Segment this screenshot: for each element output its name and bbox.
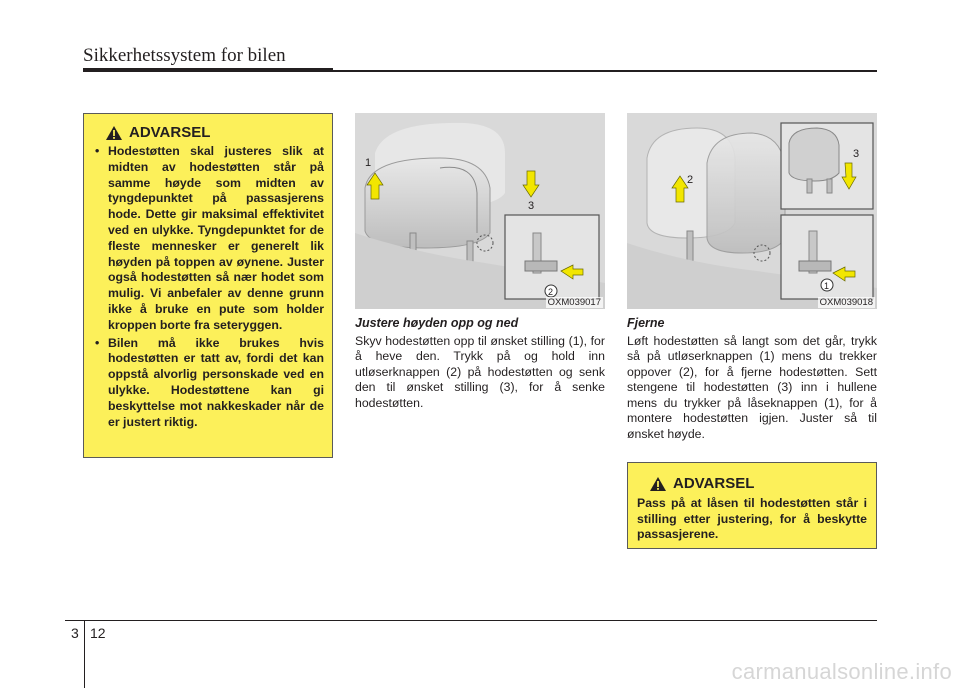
section-body: Skyv hodestøtten opp til ønsket stilling (1), for å heve den. Trykk på og hold inn utløserknappen (2) på hodestøtten og senk den til ønsket stilling (3), for å senke hodestøtten.	[355, 333, 605, 410]
warning-list	[93, 144, 324, 430]
callout-3: 3	[528, 200, 535, 212]
warning-box-right	[627, 462, 877, 549]
headrest-height-illustration	[355, 113, 605, 309]
warning-header	[649, 475, 867, 492]
header-rule-thin	[333, 70, 877, 72]
section-body: Løft hodestøtten så langt som det går, trykk så på utløserknappen (1) mens du trekker oppover (2), for å fjerne hodestøtten. Sett stengene til hodestøtten (3) inn i hullene mens du trykker på låseknappen (1), for å montere hodestøtten igjen. Juster så til ønsket høyde.	[627, 333, 877, 441]
section-heading: Fjerne	[627, 316, 665, 330]
footer-rule	[65, 620, 877, 621]
callout-3: 3	[853, 148, 860, 160]
footer-divider	[84, 620, 85, 688]
warning-title: ADVARSEL	[129, 124, 211, 141]
warning-box-left	[83, 113, 333, 458]
warning-triangle-icon	[105, 125, 123, 141]
warning-title: ADVARSEL	[673, 475, 755, 492]
warning-body: Pass på at låsen til hodestøtten står i stilling etter justering, for å beskytte passasjerene.	[637, 496, 867, 541]
watermark: carmanualsonline.info	[731, 659, 952, 684]
warning-triangle-icon	[649, 476, 667, 492]
headrest-removal-illustration	[627, 113, 877, 309]
page-header-title: Sikkerhetssystem for bilen	[83, 45, 286, 66]
warning-item: • Bilen må ikke brukes hvis hodestøtten er tatt av, fordi det kan oppstå alvorlig personskade ved en ulykke. Hodestøttene kan gi beskyttelse mot nakkeskader når de er justert riktig.	[93, 336, 324, 431]
section-heading: Justere høyden opp og ned	[355, 316, 519, 330]
callout-1: 1	[824, 281, 830, 291]
callout-1: 1	[365, 157, 372, 169]
section-number: 3	[71, 625, 79, 641]
warning-header	[105, 124, 324, 141]
warning-item: • Hodestøtten skal justeres slik at midten av hodestøtten står på samme høyde som midten av tyngdepunktet på passasjerens hode. Dette gir maksimal effektivitet ved en ulykke. Tyngdepunktet for de fleste mennesker er generelt lik høyden på toppen av øynene. Juster også hodestøtten så nær hodet som mulig. Vi anbefaler av denne grunn ikke å bruke en pute som holder kroppen borte fra seteryggen.	[93, 144, 324, 334]
callout-2: 2	[687, 174, 694, 186]
section-remove	[627, 316, 877, 442]
section-adjust-height	[355, 316, 605, 411]
figure-code: OXM039017	[547, 297, 601, 308]
figure-code: OXM039018	[819, 297, 873, 308]
page-number: 12	[90, 625, 106, 641]
callout-2: 2	[548, 287, 554, 297]
header-rule	[83, 68, 333, 72]
